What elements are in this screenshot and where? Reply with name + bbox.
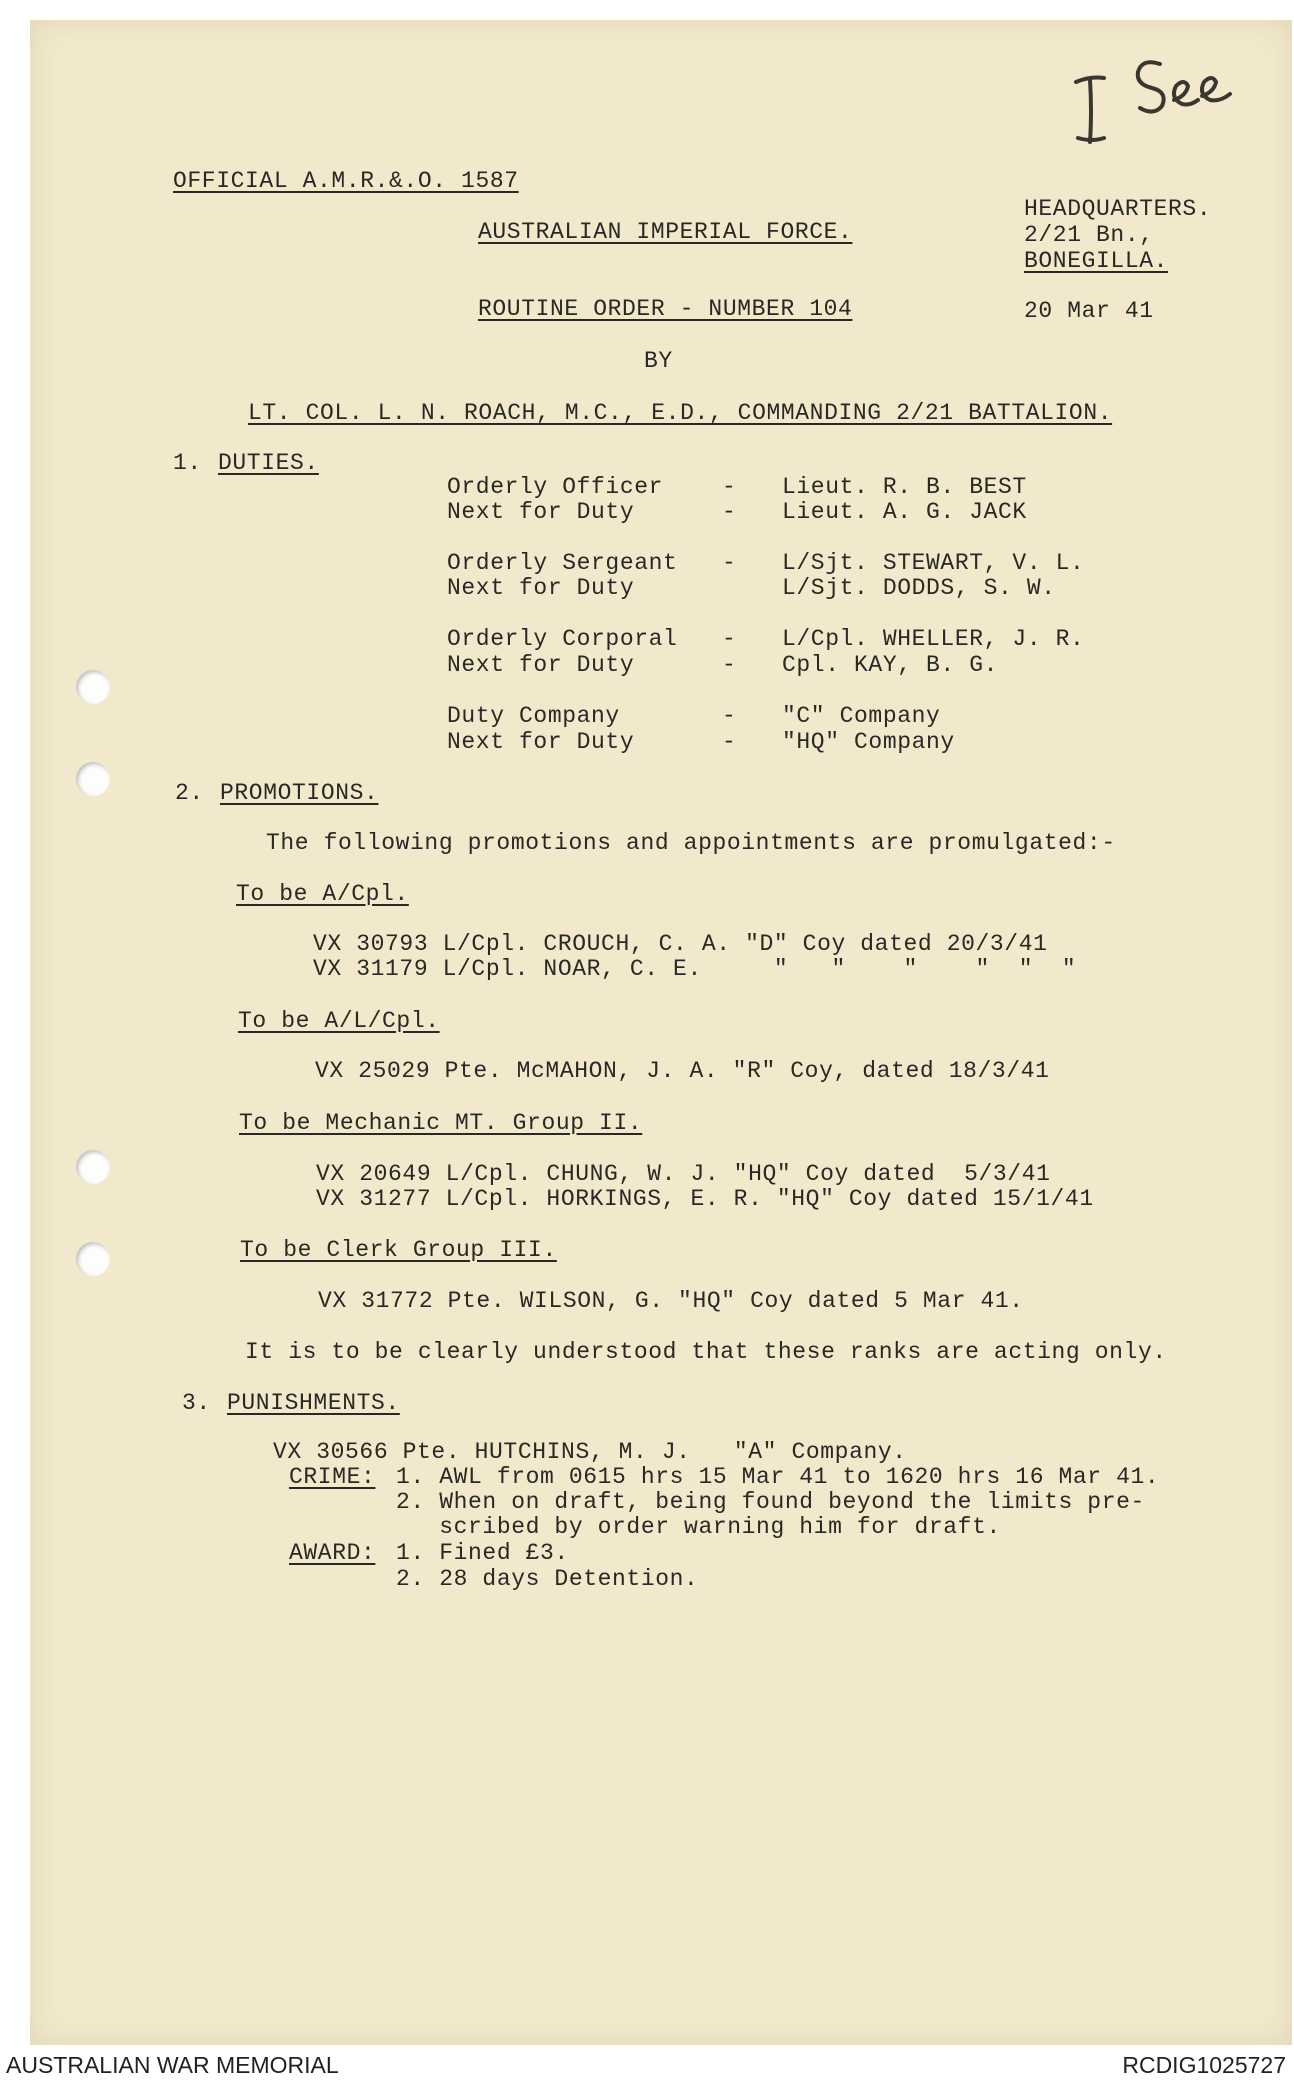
punch-hole	[76, 670, 110, 704]
duties-heading: DUTIES.	[218, 450, 319, 476]
duty-role: Next for Duty	[447, 729, 635, 755]
duty-name: L/Cpl. WHELLER, J. R.	[782, 626, 1085, 652]
punch-hole	[76, 1150, 110, 1184]
duty-name: L/Sjt. DODDS, S. W.	[782, 575, 1056, 601]
promotion-group-title: To be Clerk Group III.	[240, 1237, 557, 1263]
duty-dash: -	[722, 703, 737, 729]
punch-hole	[76, 1242, 110, 1276]
award-line: 2. 28 days Detention.	[396, 1566, 699, 1592]
footer-institution: AUSTRALIAN WAR MEMORIAL	[6, 2052, 339, 2078]
promotions-number: 2.	[175, 780, 204, 806]
promotion-line: VX 30793 L/Cpl. CROUCH, C. A. "D" Coy dated 20/3/41	[313, 931, 1048, 957]
duty-dash: -	[722, 499, 737, 525]
crime-line: scribed by order warning him for draft.	[396, 1514, 1001, 1540]
by-label: BY	[644, 348, 673, 374]
order-title: ROUTINE ORDER - NUMBER 104	[478, 296, 853, 322]
duty-name: Lieut. R. B. BEST	[782, 474, 1027, 500]
duty-role: Orderly Corporal	[447, 626, 678, 652]
duty-role: Orderly Officer	[447, 474, 664, 500]
punishments-number: 3.	[182, 1390, 211, 1416]
acting-ranks-note: It is to be clearly understood that these ranks are acting only.	[245, 1339, 1167, 1365]
award-label: AWARD:	[289, 1540, 376, 1566]
footer-record-id: RCDIG1025727	[1122, 2052, 1286, 2078]
duty-role: Next for Duty	[447, 499, 635, 525]
hq-line-3: BONEGILLA.	[1024, 248, 1169, 274]
crime-label: CRIME:	[289, 1464, 376, 1490]
duty-dash: -	[722, 626, 737, 652]
commander-line: LT. COL. L. N. ROACH, M.C., E.D., COMMANDING 2/21 BATTALION.	[248, 400, 1113, 426]
duty-dash: -	[722, 729, 737, 755]
duty-name: "HQ" Company	[782, 729, 955, 755]
crime-line: 1. AWL from 0615 hrs 15 Mar 41 to 1620 hrs 16 Mar 41.	[396, 1464, 1160, 1490]
promotion-group-title: To be A/Cpl.	[236, 881, 409, 907]
duty-name: Cpl. KAY, B. G.	[782, 652, 999, 678]
crime-line: 2. When on draft, being found beyond the limits pre-	[396, 1489, 1145, 1515]
hq-line-1: HEADQUARTERS.	[1024, 196, 1212, 222]
duty-role: Orderly Sergeant	[447, 550, 678, 576]
promotion-line: VX 31772 Pte. WILSON, G. "HQ" Coy dated 5 Mar 41.	[318, 1288, 1024, 1314]
promotions-intro: The following promotions and appointments are promulgated:-	[266, 830, 1116, 856]
official-reference: OFFICIAL A.M.R.&.O. 1587	[173, 168, 519, 194]
promotion-line: VX 20649 L/Cpl. CHUNG, W. J. "HQ" Coy dated 5/3/41	[316, 1161, 1051, 1187]
duty-name: L/Sjt. STEWART, V. L.	[782, 550, 1085, 576]
duty-name: Lieut. A. G. JACK	[782, 499, 1027, 525]
duties-number: 1.	[173, 450, 202, 476]
promotion-group-title: To be A/L/Cpl.	[238, 1008, 440, 1034]
promotions-heading: PROMOTIONS.	[220, 780, 379, 806]
duty-dash: -	[722, 474, 737, 500]
duty-dash: -	[722, 550, 737, 576]
award-line: 1. Fined £3.	[396, 1540, 569, 1566]
punished-soldier: VX 30566 Pte. HUTCHINS, M. J. "A" Company.	[273, 1439, 907, 1465]
duty-name: "C" Company	[782, 703, 941, 729]
promotion-line: VX 25029 Pte. McMAHON, J. A. "R" Coy, dated 18/3/41	[315, 1058, 1050, 1084]
promotion-line: VX 31277 L/Cpl. HORKINGS, E. R. "HQ" Coy dated 15/1/41	[316, 1186, 1094, 1212]
order-date: 20 Mar 41	[1024, 298, 1154, 324]
duty-dash: -	[722, 652, 737, 678]
promotion-line: VX 31179 L/Cpl. NOAR, C. E. " " " " " "	[313, 956, 1077, 982]
promotion-group-title: To be Mechanic MT. Group II.	[239, 1110, 643, 1136]
punishments-heading: PUNISHMENTS.	[227, 1390, 400, 1416]
duty-role: Next for Duty	[447, 652, 635, 678]
archive-footer	[0, 2045, 1294, 2082]
hq-line-2: 2/21 Bn.,	[1024, 222, 1154, 248]
handwritten-note	[1062, 52, 1242, 152]
punch-hole	[76, 762, 110, 796]
duty-role: Next for Duty	[447, 575, 635, 601]
duty-role: Duty Company	[447, 703, 620, 729]
force-title: AUSTRALIAN IMPERIAL FORCE.	[478, 219, 853, 245]
